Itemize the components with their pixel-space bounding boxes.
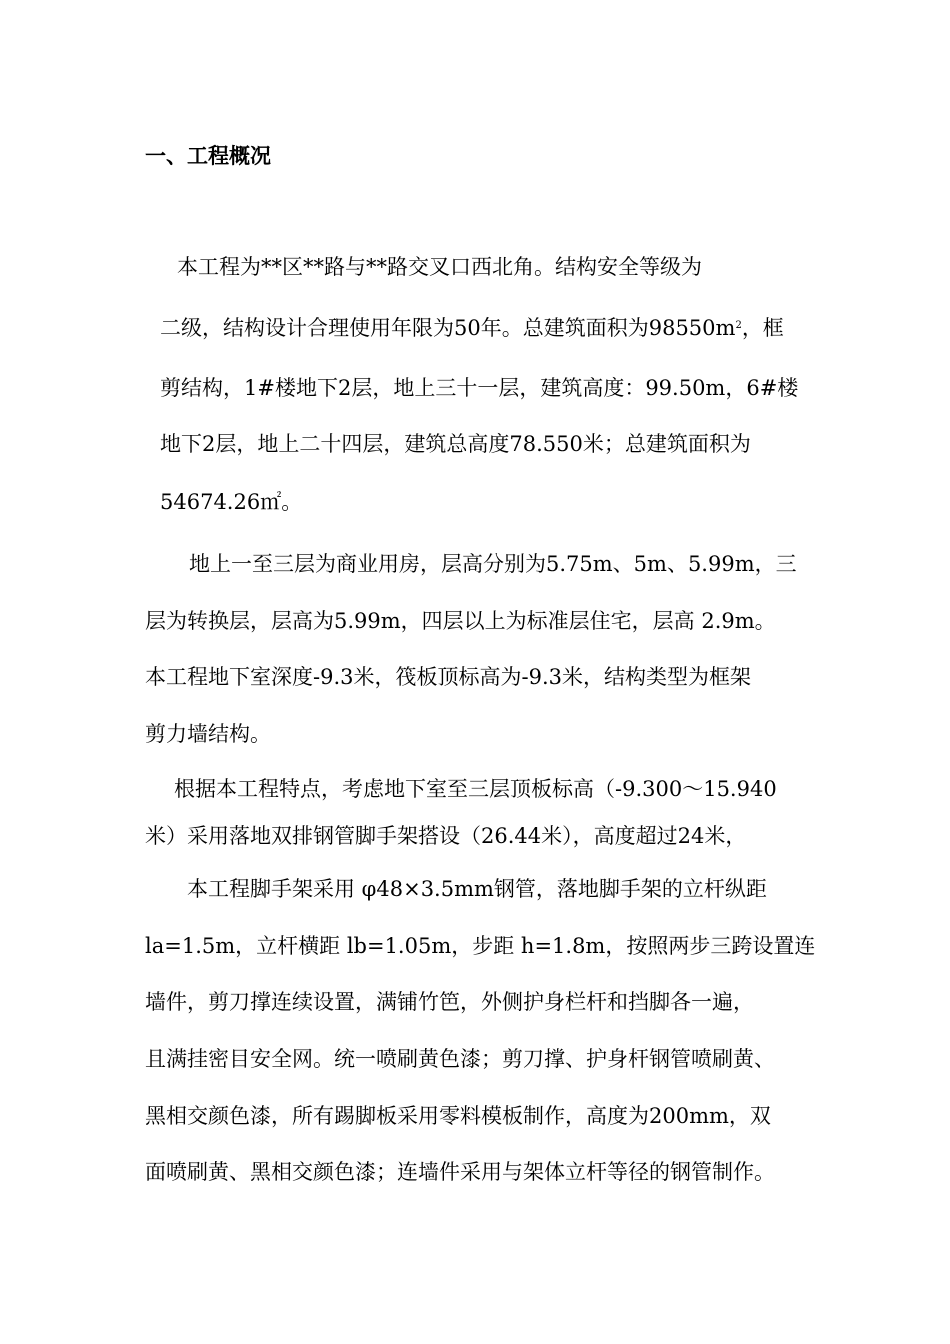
paragraph-2-line-3: 本工程地下室深度-9.3米，筏板顶标高为-9.3米，结构类型为框架 xyxy=(145,665,751,689)
section-heading: 一、工程概况 xyxy=(145,144,271,168)
paragraph-3-line-1: 根据本工程特点，考虑地下室至三层顶板标高（-9.300～15.940 xyxy=(174,777,777,801)
paragraph-1-line-4: 地下2层，地上二十四层，建筑总高度78.550米；总建筑面积为 xyxy=(160,432,751,456)
paragraph-1-line-2 xyxy=(160,314,784,342)
paragraph-1-line-1: 本工程为**区**路与**路交叉口西北角。结构安全等级为 xyxy=(177,255,702,279)
superscript-2: 2 xyxy=(735,320,742,331)
paragraph-4-line-6: 面喷刷黄、黑相交颜色漆；连墙件采用与架体立杆等径的钢管制作。 xyxy=(145,1160,775,1184)
paragraph-1-line-2-text: 二级，结构设计合理使用年限为50年。总建筑面积为98550m xyxy=(160,316,736,340)
paragraph-4-line-1: 本工程脚手架采用 φ48×3.5mm钢管，落地脚手架的立杆纵距 xyxy=(187,877,767,901)
paragraph-1-line-2-tail: ，框 xyxy=(741,316,784,340)
paragraph-4-line-2: la=1.5m，立杆横距 lb=1.05m，步距 h=1.8m，按照两步三跨设置连 xyxy=(145,934,816,958)
paragraph-1-line-5: 54674.26㎡。 xyxy=(160,490,303,514)
paragraph-4-line-4: 且满挂密目安全网。统一喷刷黄色漆；剪刀撑、护身杆钢管喷刷黄、 xyxy=(145,1047,775,1071)
paragraph-2-line-1: 地上一至三层为商业用房，层高分别为5.75m、5m、5.99m，三 xyxy=(189,552,797,576)
paragraph-1-line-3: 剪结构，1#楼地下2层，地上三十一层，建筑高度：99.50m，6#楼 xyxy=(160,376,799,400)
paragraph-4-line-3: 墙件，剪刀撑连续设置，满铺竹笆，外侧护身栏杆和挡脚各一遍， xyxy=(145,990,754,1014)
paragraph-2-line-2: 层为转换层，层高为5.99m，四层以上为标准层住宅，层高 2.9m。 xyxy=(145,609,776,633)
paragraph-4-line-5: 黑相交颜色漆，所有踢脚板采用零料模板制作，高度为200mm，双 xyxy=(145,1104,771,1128)
paragraph-3-line-2: 米）采用落地双排钢管脚手架搭设（26.44米），高度超过24米， xyxy=(145,824,747,848)
paragraph-2-line-4: 剪力墙结构。 xyxy=(145,722,271,746)
